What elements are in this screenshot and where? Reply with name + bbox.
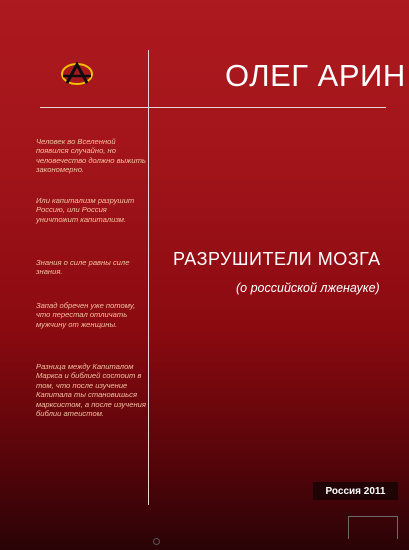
dot-mark — [153, 538, 160, 545]
quote: Запад обречен уже потому, что перестал отличать мужчину от женщины. — [36, 301, 136, 329]
quote: Человек во Вселенной появился случайно, но человечество должно выжить закономерно. — [36, 137, 146, 175]
book-title: РАЗРУШИТЕЛИ МОЗГА — [173, 249, 381, 269]
quote: Или капитализм разрушит Россию, или Россия уничтожит капитализм. — [36, 196, 135, 224]
year-badge: Россия 2011 — [313, 482, 398, 500]
corner-frame — [348, 516, 398, 539]
anarchy-a-icon — [60, 62, 94, 86]
quote: Разница между Капиталом Маркса и библией состоит в том, что после изучение Капитала ты становишься марксистом, а после изучения библии атеистом. — [36, 362, 146, 419]
book-subtitle: (о российской лженауке) — [236, 281, 380, 295]
quote: Знания о силе равны силе знания. — [36, 258, 130, 277]
horizontal-divider — [40, 107, 386, 108]
vertical-divider — [148, 50, 149, 505]
author-name: ОЛЕГ АРИН — [225, 58, 406, 93]
